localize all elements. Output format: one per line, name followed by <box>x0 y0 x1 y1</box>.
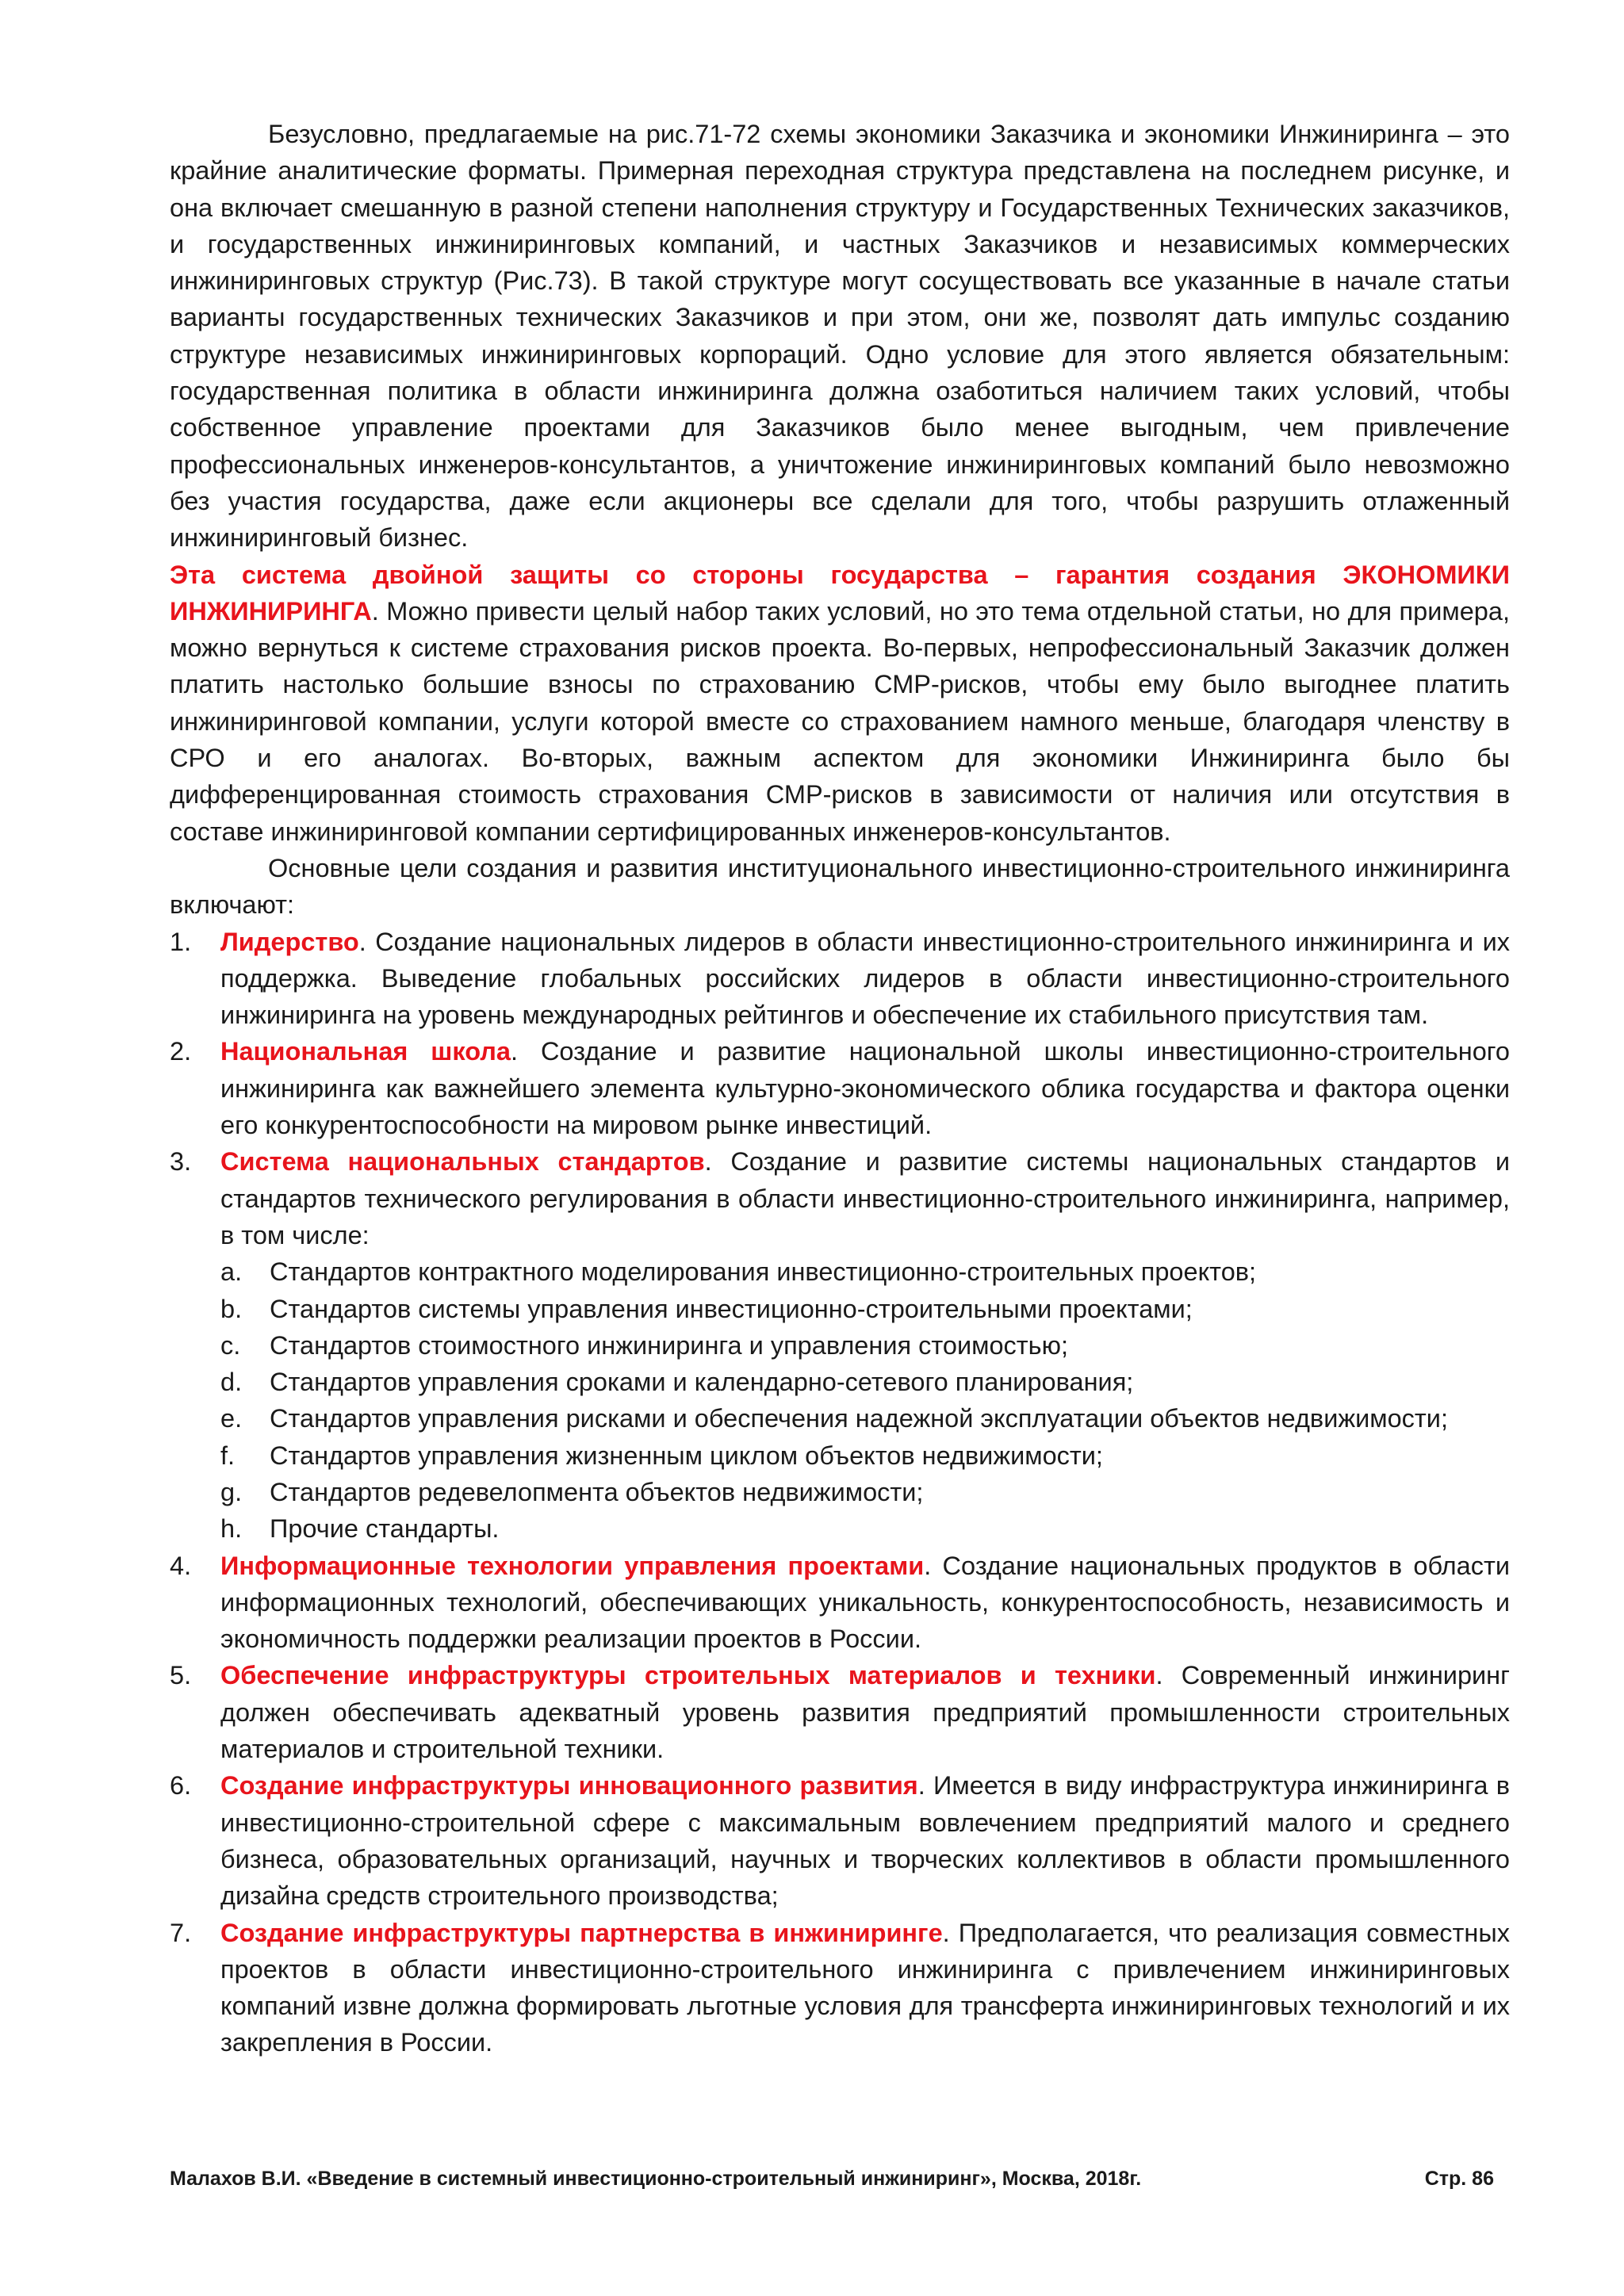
standard-letter: a. <box>220 1257 243 1287</box>
goal-item <box>170 924 1510 1034</box>
standard-letter: c. <box>220 1330 241 1360</box>
standard-letter: g. <box>220 1477 243 1506</box>
document-body <box>170 116 1510 2061</box>
goal-text: . Создание национальных лидеров в области инвестиционно-строительного инжиниринга и их поддержка. Выведение глобальных российских лидеров в области инвестиционно-строительного инжиниринга на уровень международных рейтингов и обеспечение их стабильного присутствия там. <box>220 927 1510 1030</box>
goal-item <box>170 1915 1510 2061</box>
goal-number: 5. <box>170 1661 192 1690</box>
goal-title: Создание инфраструктуры инновационного развития <box>220 1771 918 1800</box>
goal-text: . Создание и развитие национальной школы инвестиционно-строительного инжиниринга как важнейшего элемента культурно-экономического облика государства и фактора оценки его конкурентоспособности на мировом рынке инвестиций. <box>220 1037 1510 1140</box>
goal-text: . Имеется в виду инфраструктура инжиниринга в инвестиционно-строительной сфере с максимальным вовлечением предприятий малого и среднего бизнеса, образовательных организаций, научных и творческих коллективов в области промышленного дизайна средств строительного производства; <box>220 1771 1510 1911</box>
goal-number: 2. <box>170 1037 192 1066</box>
goal-title: Лидерство <box>220 927 359 956</box>
standard-item <box>220 1364 1510 1400</box>
goal-number: 3. <box>170 1147 192 1177</box>
paragraph-goals-intro: Основные цели создания и развития институционального инвестиционно-строительного инжиниринга включают: <box>170 853 1510 920</box>
goal-item <box>170 1143 1510 1547</box>
paragraph-intro: Безусловно, предлагаемые на рис.71-72 схемы экономики Заказчика и экономики Инжиниринга – это крайние аналитические форматы. Примерная переходная структура представлена на последнем рисунке, и она включает смешанную в разной степени наполнения структуру и Государственных Технических заказчиков, и государственных инжиниринговых компаний, и частных Заказчиков и независимых коммерческих инжиниринговых структур (Рис.73). В такой структуре могут сосуществовать все указанные в начале статьи варианты государственных технических Заказчиков и при этом, они же, позволят дать импульс созданию структуре независимых инжиниринговых корпораций. Одно условие для этого является обязательным: государственная политика в области инжиниринга должна озаботиться наличием таких условий, чтобы собственное управление проектами для Заказчиков было менее выгодным, чем привлечение профессиональных инженеров-консультантов, а уничтожение инжиниринговых компаний было невозможно без участия государства, даже если акционеры все сделали для того, чтобы разрушить отлаженный инжиниринговый бизнес. <box>170 120 1510 553</box>
standard-letter: d. <box>220 1368 243 1397</box>
goal-number: 4. <box>170 1551 192 1580</box>
goal-number: 1. <box>170 927 192 956</box>
goals-list <box>170 924 1510 2061</box>
standard-text: Стандартов стоимостного инжиниринга и управления стоимостью; <box>270 1330 1069 1360</box>
highlight-double-protection: Эта система двойной защиты со стороны государства – гарантия создания ЭКОНОМИКИ ИНЖИНИРИНГА <box>170 560 1510 626</box>
standard-item <box>220 1291 1510 1327</box>
goal-title: Национальная школа <box>220 1037 511 1066</box>
standard-letter: b. <box>220 1294 243 1323</box>
paragraph-double-protection-text: . Можно привести целый набор таких условий, но это тема отдельной статьи, но для примера, можно вернуться к системе страхования рисков проекта. Во-первых, непрофессиональный Заказчик должен платить настолько большие взносы по страхованию СМР-рисков, чтобы ему было выгоднее платить инжиниринговой компании, услуги которой вместе со страхованием намного меньше, благодаря членству в СРО и его аналогах. Во-вторых, важным аспектом для экономики Инжиниринга было бы дифференцированная стоимость страхования СМР-рисков в зависимости от наличия или отсутствия в составе инжиниринговой компании сертифицированных инженеров-консультантов. <box>170 596 1510 846</box>
goal-text: . Современный инжиниринг должен обеспечивать адекватный уровень развития предприятий промышленности строительных материалов и строительной техники. <box>220 1661 1510 1764</box>
page-footer <box>170 2166 1494 2191</box>
goal-text: . Предполагается, что реализация совместных проектов в области инвестиционно-строительного инжиниринга с привлечением инжиниринговых компаний извне должна формировать льготные условия для трансферта инжиниринговых технологий и их закрепления в России. <box>220 1918 1510 2057</box>
standards-sublist <box>220 1253 1510 1547</box>
standard-letter: f. <box>220 1441 236 1470</box>
goal-title: Обеспечение инфраструктуры строительных материалов и техники <box>220 1661 1156 1690</box>
goal-item <box>170 1548 1510 1658</box>
standard-item <box>220 1437 1510 1474</box>
goal-title: Создание инфраструктуры партнерства в инжиниринге <box>220 1918 943 1947</box>
goal-number: 6. <box>170 1771 192 1800</box>
goal-item <box>170 1657 1510 1767</box>
footer-citation: Малахов В.И. «Введение в системный инвестиционно-строительный инжиниринг», Москва, 2018г. <box>170 2168 1142 2190</box>
goal-item <box>170 1767 1510 1914</box>
standard-item <box>220 1327 1510 1364</box>
standard-text: Стандартов управления жизненным циклом объектов недвижимости; <box>270 1441 1103 1470</box>
standard-item <box>220 1253 1510 1290</box>
standard-letter: h. <box>220 1514 243 1544</box>
goal-text: . Создание и развитие системы национальных стандартов и стандартов технического регулирования в области инвестиционно-строительного инжиниринга, например, в том числе: <box>220 1147 1510 1249</box>
goal-item <box>170 1033 1510 1143</box>
standard-text: Стандартов системы управления инвестиционно-строительными проектами; <box>270 1294 1193 1323</box>
standard-text: Стандартов контрактного моделирования инвестиционно-строительных проектов; <box>270 1257 1257 1287</box>
standard-text: Стандартов управления рисками и обеспечения надежной эксплуатации объектов недвижимости; <box>270 1404 1448 1433</box>
standard-item <box>220 1510 1510 1547</box>
standard-letter: e. <box>220 1404 243 1433</box>
standard-text: Прочие стандарты. <box>270 1514 500 1544</box>
goal-title: Информационные технологии управления проектами <box>220 1551 925 1580</box>
goal-text: . Создание национальных продуктов в области информационных технологий, обеспечивающих уникальность, конкурентоспособность, независимость и экономичность поддержки реализации проектов в России. <box>220 1551 1510 1654</box>
paragraph-double-protection <box>170 557 1510 850</box>
standard-item <box>220 1474 1510 1510</box>
standard-text: Стандартов редевелопмента объектов недвижимости; <box>270 1477 924 1506</box>
goal-title: Система национальных стандартов <box>220 1147 705 1177</box>
standard-text: Стандартов управления сроками и календарно-сетевого планирования; <box>270 1368 1134 1397</box>
goal-number: 7. <box>170 1918 192 1947</box>
standard-item <box>220 1400 1510 1437</box>
page-number: Стр. 86 <box>1424 2168 1494 2190</box>
